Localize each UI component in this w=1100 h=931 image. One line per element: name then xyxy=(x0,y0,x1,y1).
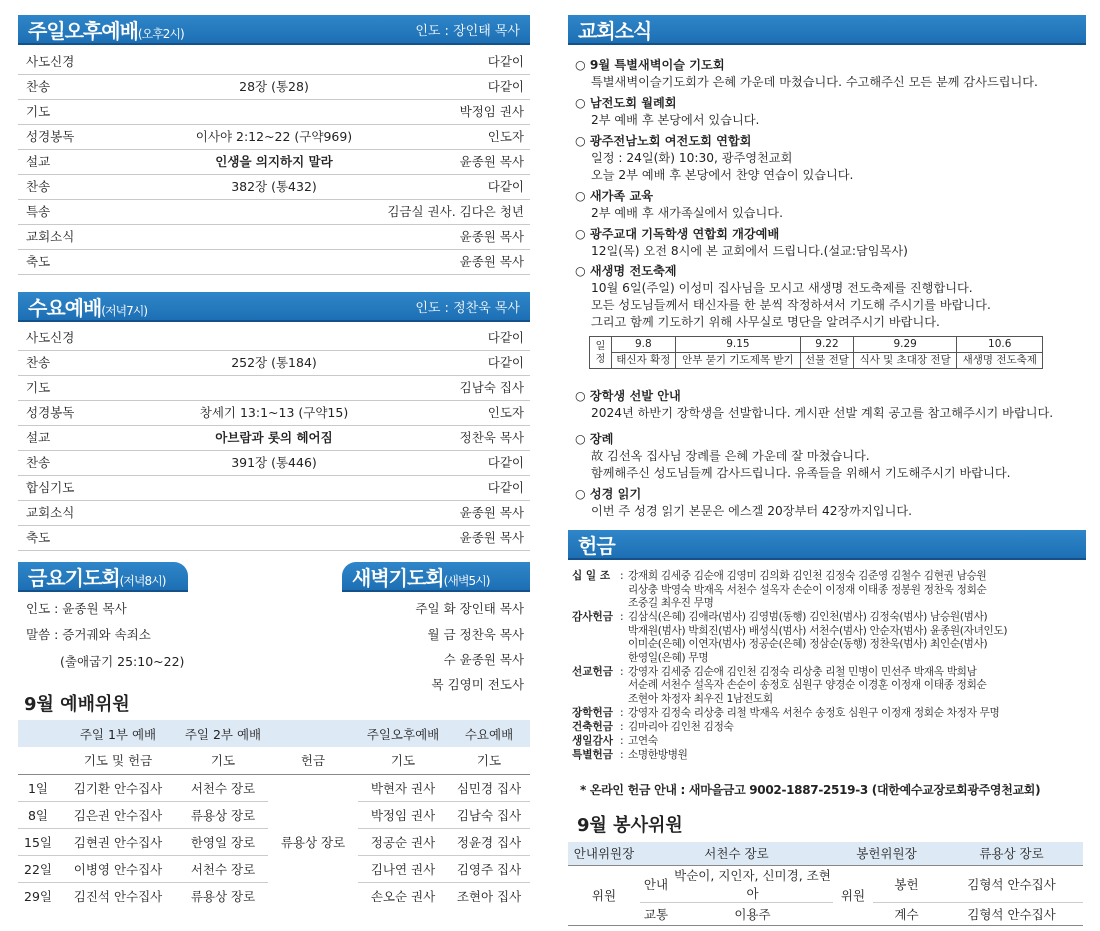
circle-bullet-icon: ○ xyxy=(575,264,590,278)
duty-head-row xyxy=(18,747,530,774)
news-heading-line xyxy=(575,95,1075,112)
news-heading: 장례 xyxy=(589,432,614,446)
offering-kind: 장학헌금 xyxy=(572,706,613,719)
news-body: 함께해주신 성도님들께 감사드립니다. 유족들을 위해서 기도해주시기 바랍니다. xyxy=(591,466,1011,480)
circle-bullet-icon: ○ xyxy=(575,96,590,110)
news-body: 2부 예배 후 본당에서 있습니다. xyxy=(591,113,760,127)
offering-names: 소명한방병원 xyxy=(628,748,688,761)
order-row xyxy=(18,451,530,476)
serve-cell: 김형석 안수집사 xyxy=(967,876,1056,892)
duty-head: 주일 2부 예배 xyxy=(184,726,262,742)
offering-row xyxy=(572,570,1082,611)
offering-names: 강영자 김세중 김순애 김인천 김정숙 리상충 리철 민병이 민선주 박재옥 박희남 xyxy=(628,665,977,678)
duty-cell: 8일 xyxy=(27,807,49,823)
serve-cell: 위원 xyxy=(840,888,866,903)
news-heading-line xyxy=(575,486,1075,503)
order-person: 윤종원 목사 xyxy=(459,229,524,244)
duty-subhead: 기도 xyxy=(476,753,502,769)
duty-cell: 김남숙 집사 xyxy=(456,807,522,823)
schedule-task: 태신자 확정 xyxy=(612,353,676,369)
offering-kind: 선교헌금 xyxy=(572,665,613,678)
news-title: 교회소식 xyxy=(578,18,652,43)
news-body: 이번 주 성경 읽기 본문은 에스겔 20장부터 42장까지입니다. xyxy=(591,504,913,518)
duty-cell: 조현아 집사 xyxy=(456,888,522,904)
order-detail: 인생을 의지하지 말라 xyxy=(215,154,333,169)
circle-bullet-icon: ○ xyxy=(575,432,590,446)
order-row xyxy=(18,125,530,150)
offering-names: 고연숙 xyxy=(628,734,658,747)
sunday-pm-header xyxy=(18,15,530,45)
order-person: 인도자 xyxy=(487,129,524,144)
order-row xyxy=(18,526,530,551)
dawn-title: 새벽기도회(새벽5시) xyxy=(352,565,490,590)
news-body: 12일(목) 오전 8시에 본 교회에서 드립니다.(설교:담임목사) xyxy=(591,244,908,258)
serve-cell: 류용상 장로 xyxy=(979,846,1044,862)
serve-cell: 서천수 장로 xyxy=(704,846,769,862)
news-body: 故 김선옥 집사님 장례를 은혜 가운데 잘 마쳤습니다. xyxy=(591,449,870,463)
order-item: 찬송 xyxy=(26,179,51,194)
order-item: 교회소식 xyxy=(26,229,75,244)
duty-subhead: 기도 xyxy=(210,753,236,769)
order-item: 합심기도 xyxy=(26,480,75,495)
schedule-table xyxy=(589,336,1043,369)
duty-cell: 심민경 집사 xyxy=(456,780,522,796)
duty-head: 주일오후예배 xyxy=(366,726,440,742)
order-row xyxy=(18,376,530,401)
order-item: 설교 xyxy=(26,430,51,445)
duty-cell: 손오순 권사 xyxy=(370,888,436,904)
duty-cell: 류용상 장로 xyxy=(190,888,256,904)
duty-head: 수요예배 xyxy=(464,726,514,742)
friday-header xyxy=(18,562,188,592)
order-item: 찬송 xyxy=(26,455,51,470)
offering-row xyxy=(572,735,1082,749)
order-item: 찬송 xyxy=(26,79,51,94)
offering-names: 조현아 차정자 최우진 1남전도회 xyxy=(628,692,773,705)
order-item: 특송 xyxy=(26,204,51,219)
duty-subhead: 기도 xyxy=(390,753,416,769)
friday-ref: (출애굽기 25:10~22) xyxy=(60,654,185,669)
offering-row xyxy=(572,666,1082,707)
order-row xyxy=(18,175,530,200)
offering-names: 조중길 최우진 무명 xyxy=(628,597,714,609)
news-heading-line xyxy=(575,133,1075,150)
order-person: 다같이 xyxy=(487,480,524,495)
offering-row xyxy=(572,749,1082,763)
dawn-line: 목 김영미 전도사 xyxy=(431,677,524,692)
circle-bullet-icon: ○ xyxy=(575,58,590,72)
order-row xyxy=(18,75,530,100)
order-detail: 28장 (통28) xyxy=(239,79,309,94)
schedule-task: 새생명 전도축제 xyxy=(957,353,1043,369)
news-body: 10월 6일(주일) 이성미 집사님을 모시고 새생명 전도축제를 진행합니다. xyxy=(591,281,973,295)
offering-names: 이미순(은혜) 이연자(범사) 정공순(은혜) 정삼순(동행) 정찬욱(범사) 최인순(범사) xyxy=(628,638,988,650)
duty-cell: 박현자 권사 xyxy=(370,780,436,796)
duty-subhead: 헌금 xyxy=(300,753,326,769)
news-heading: 9월 특별새벽이슬 기도회 xyxy=(589,58,725,72)
news-heading-line xyxy=(575,388,1075,405)
order-item: 사도신경 xyxy=(26,330,75,345)
offering-names: 박재원(범사) 박희진(범사) 배성식(범사) 서천수(범사) 안순자(범사) 윤종원(자녀인도) xyxy=(628,624,1008,637)
order-item: 교회소식 xyxy=(26,505,75,520)
news-item xyxy=(575,95,1075,129)
news-heading: 남전도회 월례회 xyxy=(589,96,677,110)
offering-row xyxy=(572,611,1082,665)
duty-cell: 한영일 장로 xyxy=(190,834,256,850)
offering-names: 김삼식(은혜) 김애라(범사) 김영범(동행) 김인천(범사) 김정숙(범사) 남승원(범사) xyxy=(628,611,988,623)
duty-cell: 1일 xyxy=(27,780,49,796)
circle-bullet-icon: ○ xyxy=(575,134,590,148)
order-row xyxy=(18,476,530,501)
news-heading-line xyxy=(575,188,1075,205)
dawn-line: 월 금 정찬욱 목사 xyxy=(427,627,524,642)
news-item xyxy=(575,226,1075,260)
duty-cell: 서천수 장로 xyxy=(190,780,256,796)
duty-cell: 김영주 집사 xyxy=(456,861,522,877)
duty-subhead: 기도 및 헌금 xyxy=(83,753,153,769)
colon: : xyxy=(620,720,624,733)
news-body: 일정 : 24일(화) 10:30, 광주영천교회 xyxy=(591,151,793,165)
serve-cell: 안내위원장 xyxy=(573,846,635,862)
serve-cell: 김형석 안수집사 xyxy=(967,906,1056,922)
order-person: 윤종원 목사 xyxy=(459,530,524,545)
order-row xyxy=(18,351,530,376)
offering-kind: 감사헌금 xyxy=(572,611,613,623)
offering-row xyxy=(572,721,1082,735)
order-person: 다같이 xyxy=(487,179,524,194)
order-detail: 이사야 2:12~22 (구약969) xyxy=(195,129,353,144)
news-heading-line xyxy=(575,263,1075,280)
offering-kind: 건축헌금 xyxy=(572,720,613,733)
serve-cell: 봉헌위원장 xyxy=(856,846,917,862)
duty-title: 9월 예배위원 xyxy=(24,694,130,715)
order-row xyxy=(18,225,530,250)
online-offering-info: * 온라인 헌금 안내 : 새마을금고 9002-1887-2519-3 (대한예수교장로회광주영천교회) xyxy=(580,783,1041,797)
order-detail: 391장 (통446) xyxy=(231,455,317,470)
offering-names: 한영일(은혜) 무명 xyxy=(628,651,709,664)
circle-bullet-icon: ○ xyxy=(575,227,590,241)
order-person: 윤종원 목사 xyxy=(459,505,524,520)
order-detail: 382장 (통432) xyxy=(231,179,317,194)
order-person: 다같이 xyxy=(487,79,524,94)
news-body: 그리고 함께 기도하기 위해 사무실로 명단을 알려주시기 바랍니다. xyxy=(591,315,940,329)
news-body: 2부 예배 후 새가족실에서 있습니다. xyxy=(591,206,783,220)
duty-cell: 김현권 안수집사 xyxy=(73,834,163,850)
news-heading: 광주전남노회 여전도회 연합회 xyxy=(589,134,752,148)
order-person: 박정임 권사 xyxy=(459,104,524,119)
order-row xyxy=(18,326,530,351)
news-heading-line xyxy=(575,431,1075,448)
duty-cell: 박정임 권사 xyxy=(370,807,436,823)
news-header xyxy=(568,15,1086,45)
duty-cell: 김기환 안수집사 xyxy=(73,780,163,796)
order-person: 김남숙 집사 xyxy=(459,380,524,395)
order-person: 정찬욱 목사 xyxy=(459,430,524,445)
duty-cell: 15일 xyxy=(24,834,52,850)
offering-names: 서순례 서천수 설옥자 손순이 송정호 심원구 양경순 이경훈 이정재 이태종 정회순 xyxy=(628,679,987,691)
duty-table xyxy=(18,720,530,909)
news-heading: 성경 읽기 xyxy=(589,487,642,501)
dawn-line: 수 윤종원 목사 xyxy=(443,652,524,667)
news-body: 오늘 2부 예배 후 본당에서 찬양 연습이 있습니다. xyxy=(591,168,854,182)
friday-title: 금요기도회(저녁8시) xyxy=(28,565,166,590)
order-row xyxy=(18,250,530,275)
sunday-pm-leader: 인도 : 장인태 목사 xyxy=(415,23,520,39)
duty-cell: 정윤경 집사 xyxy=(456,834,522,850)
schedule-date: 9.22 xyxy=(801,337,854,353)
circle-bullet-icon: ○ xyxy=(575,487,590,501)
offering-row xyxy=(572,707,1082,721)
order-person: 다같이 xyxy=(487,355,524,370)
schedule-date: 9.29 xyxy=(853,337,957,353)
colon: : xyxy=(620,665,624,678)
order-item: 찬송 xyxy=(26,355,51,370)
news-body: 모든 성도님들께서 태신자를 한 분씩 작정하셔서 기도해 주시기를 바랍니다. xyxy=(591,298,991,312)
news-item xyxy=(575,57,1075,91)
order-row xyxy=(18,50,530,75)
circle-bullet-icon: ○ xyxy=(575,189,590,203)
offering-names: 강재희 김세중 김순애 김영미 김의화 김인천 김정숙 김준영 김철수 김현권 남승원 xyxy=(628,570,987,582)
wednesday-header xyxy=(18,292,530,322)
schedule-task: 식사 및 초대장 전달 xyxy=(853,353,957,369)
order-person: 인도자 xyxy=(487,405,524,420)
serve-cell: 안내 xyxy=(643,876,669,892)
schedule-label: 일정 xyxy=(590,337,612,369)
dawn-header xyxy=(342,562,530,592)
order-detail: 아브람과 롯의 헤어짐 xyxy=(215,430,333,445)
serve-cell: 교통 xyxy=(643,906,669,922)
schedule-date: 9.15 xyxy=(675,337,800,353)
serve-title: 9월 봉사위원 xyxy=(577,815,683,836)
news-item xyxy=(575,188,1075,222)
duty-cell: 김나연 권사 xyxy=(370,861,436,877)
dawn-line: 주일 화 장인태 목사 xyxy=(415,601,524,616)
colon: : xyxy=(620,748,624,761)
order-item: 설교 xyxy=(26,154,51,169)
order-row xyxy=(18,501,530,526)
duty-cell: 류용상 장로 xyxy=(190,807,256,823)
schedule-task: 안부 묻기 기도제목 받기 xyxy=(675,353,800,369)
news-item xyxy=(575,388,1075,422)
colon: : xyxy=(620,570,624,582)
duty-cell: 29일 xyxy=(24,888,52,904)
news-heading-line xyxy=(575,57,1075,74)
duty-cell: 이병영 안수집사 xyxy=(73,861,163,877)
offering-kind: 특별헌금 xyxy=(572,748,613,761)
wednesday-leader: 인도 : 정찬욱 목사 xyxy=(415,300,520,316)
news-heading: 새생명 전도축제 xyxy=(589,264,677,278)
order-detail: 252장 (통184) xyxy=(231,355,317,370)
order-item: 기도 xyxy=(26,104,51,119)
offering-names: 강영자 김정숙 리상충 리철 박재옥 서천수 송정호 심원구 이정재 정회순 차정자 무명 xyxy=(628,706,1000,719)
order-item: 기도 xyxy=(26,380,51,395)
order-item: 축도 xyxy=(26,254,51,269)
order-row xyxy=(18,150,530,175)
news-body: 특별새벽이슬기도회가 은혜 가운데 마쳤습니다. 수고해주신 모든 분께 감사드립니다. xyxy=(591,75,1038,89)
news-heading: 장학생 선발 안내 xyxy=(589,389,681,403)
offering-kind: 십 일 조 xyxy=(572,570,611,582)
serve-cell: 계수 xyxy=(894,906,919,922)
offering-names: 김마리아 김인천 김정숙 xyxy=(628,720,734,733)
sunday-pm-title: 주일오후예배(오후2시) xyxy=(28,18,184,43)
news-item xyxy=(575,486,1075,520)
schedule-task: 선물 전달 xyxy=(801,353,854,369)
duty-cell: 서천수 장로 xyxy=(190,861,256,877)
duty-cell: 정공순 권사 xyxy=(370,834,436,850)
news-heading-line xyxy=(575,226,1075,243)
order-item: 사도신경 xyxy=(26,54,75,69)
serve-cell: 박순이, 지인자, 신미경, 조현아 xyxy=(674,867,831,901)
offering-kind: 생일감사 xyxy=(572,734,613,747)
colon: : xyxy=(620,611,624,623)
news-item xyxy=(575,263,1075,331)
news-body: 2024년 하반기 장학생을 선발합니다. 게시판 선발 계획 공고를 참고해주시기 바랍니다. xyxy=(591,406,1054,420)
order-person: 다같이 xyxy=(487,54,524,69)
offering-header xyxy=(568,530,1086,560)
news-heading: 광주교대 기독학생 연합회 개강예배 xyxy=(589,227,780,241)
news-heading: 새가족 교육 xyxy=(589,189,653,203)
friday-word: 말씀 : 증거궤와 속죄소 xyxy=(26,627,151,642)
order-item: 성경봉독 xyxy=(26,129,75,144)
circle-bullet-icon: ○ xyxy=(575,389,590,403)
serve-table xyxy=(568,842,1083,926)
order-person: 윤종원 목사 xyxy=(459,254,524,269)
duty-cell: 김은권 안수집사 xyxy=(73,807,163,823)
duty-offering: 류용상 장로 xyxy=(280,834,346,850)
order-row xyxy=(18,426,530,451)
news-item xyxy=(575,133,1075,184)
order-person: 다같이 xyxy=(487,330,524,345)
colon: : xyxy=(620,706,624,719)
order-item: 축도 xyxy=(26,530,51,545)
order-row xyxy=(18,100,530,125)
offering-names: 리상충 박영숙 박재옥 서천수 설옥자 손순이 이정재 이태종 정봉원 정찬욱 정회순 xyxy=(628,583,987,596)
news-item xyxy=(575,431,1075,482)
order-person: 김금실 권사. 김다은 청년 xyxy=(387,204,524,219)
serve-cell: 봉헌 xyxy=(894,876,919,892)
offering-title: 헌금 xyxy=(578,533,615,558)
duty-head-row xyxy=(18,720,530,747)
order-person: 다같이 xyxy=(487,455,524,470)
schedule-date: 10.6 xyxy=(957,337,1043,353)
duty-row xyxy=(18,774,530,801)
duty-head: 주일 1부 예배 xyxy=(79,726,157,742)
serve-cell: 이용주 xyxy=(734,906,771,922)
order-row xyxy=(18,401,530,426)
serve-cell: 위원 xyxy=(591,888,617,903)
order-row xyxy=(18,200,530,225)
order-item: 성경봉독 xyxy=(26,405,75,420)
friday-leader: 인도 : 윤종원 목사 xyxy=(26,601,127,616)
colon: : xyxy=(620,734,624,747)
order-person: 윤종원 목사 xyxy=(459,154,524,169)
order-detail: 창세기 13:1~13 (구약15) xyxy=(199,405,349,420)
wednesday-title: 수요예배(저녁7시) xyxy=(28,295,148,320)
schedule-date: 9.8 xyxy=(612,337,676,353)
duty-cell: 김진석 안수집사 xyxy=(73,888,163,904)
duty-cell: 22일 xyxy=(24,861,52,877)
